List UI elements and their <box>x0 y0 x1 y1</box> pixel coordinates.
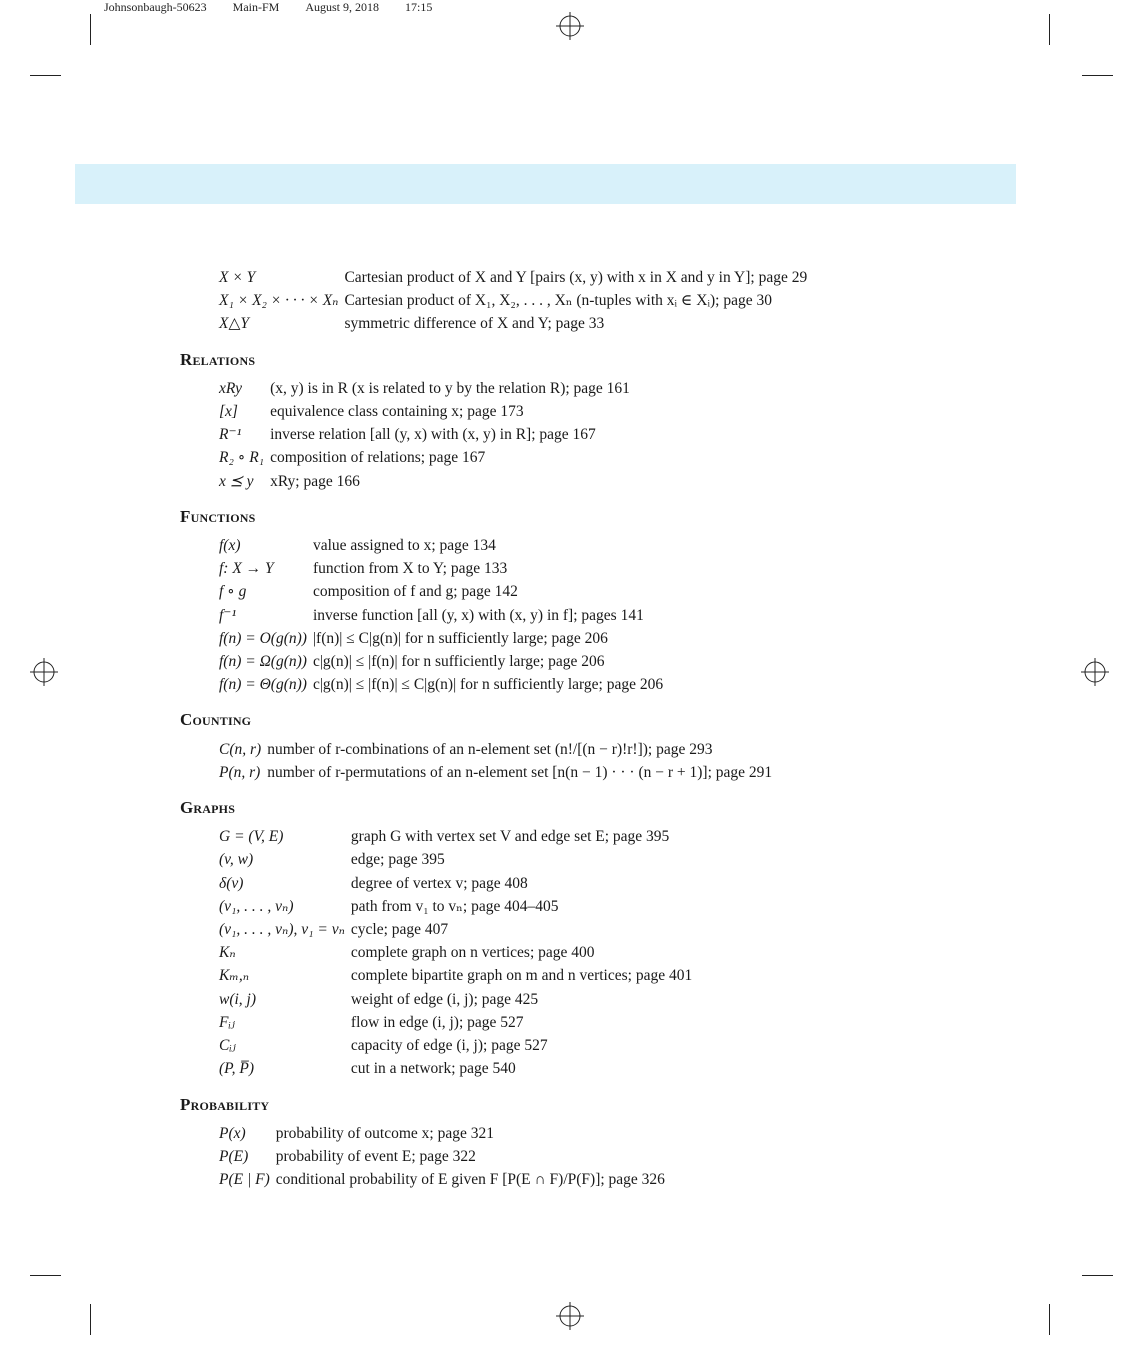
section-heading: Graphs <box>180 798 236 818</box>
notation-symbol: Kₘ,ₙ <box>219 967 250 985</box>
notation-description: probability of event E; page 322 <box>275 1147 476 1165</box>
header-section: Main-FM <box>232 0 280 14</box>
crop-mark <box>90 1304 91 1335</box>
notation-description: cycle; page 407 <box>350 921 449 939</box>
notation-symbol: f(n) = Θ(g(n)) <box>219 676 307 694</box>
print-header <box>104 0 432 14</box>
section-table <box>219 738 772 784</box>
notation-description: probability of outcome x; page 321 <box>275 1124 494 1142</box>
notation-symbol: w(i, j) <box>219 990 257 1008</box>
notation-row <box>219 988 692 1011</box>
notation-symbol: (P, P̅) <box>219 1060 255 1078</box>
notation-row <box>219 1011 692 1034</box>
notation-description: inverse function [all (y, x) with (x, y) in f]; pages 141 <box>312 606 644 624</box>
notation-row <box>219 918 692 941</box>
notation-symbol: Kₙ <box>219 944 236 962</box>
notation-description: number of r-combinations of an n-element set (n!/[(n − r)!r!]); page 293 <box>267 740 713 758</box>
notation-symbol: Cᵢⱼ <box>219 1037 236 1055</box>
notation-row <box>219 964 692 987</box>
notation-row <box>219 825 692 848</box>
notation-symbol: f⁻¹ <box>219 606 237 624</box>
notation-symbol: X△Y <box>219 315 250 333</box>
notation-row <box>219 1168 665 1191</box>
registration-mark-icon <box>556 1302 584 1330</box>
notation-row <box>219 673 663 696</box>
notation-row <box>219 627 663 650</box>
notation-symbol: R₂ ∘ R₁ <box>219 449 265 467</box>
notation-row <box>219 1057 692 1080</box>
notation-symbol: f(n) = Ω(g(n)) <box>219 653 307 671</box>
notation-row <box>219 604 663 627</box>
notation-row <box>219 941 692 964</box>
notation-row <box>219 738 772 761</box>
notation-row <box>219 580 663 603</box>
header-time: 17:15 <box>405 0 433 14</box>
notation-description: |f(n)| ≤ C|g(n)| for n sufficiently large; page 206 <box>312 629 608 647</box>
notation-symbol: (v, w) <box>219 851 254 869</box>
notation-symbol: xRy <box>219 379 242 397</box>
header-book: Johnsonbaugh-50623 <box>104 0 207 14</box>
crop-mark <box>1082 75 1113 76</box>
notation-row <box>219 895 692 918</box>
notation-row <box>219 1122 665 1145</box>
crop-mark <box>90 14 91 45</box>
notation-description: c|g(n)| ≤ |f(n)| ≤ C|g(n)| for n sufficiently large; page 206 <box>312 676 664 694</box>
notation-sections <box>180 348 1000 1192</box>
notation-description: capacity of edge (i, j); page 527 <box>350 1037 548 1055</box>
notation-symbol: C(n, r) <box>219 740 262 758</box>
notation-symbol: G = (V, E) <box>219 828 284 846</box>
registration-mark-icon <box>30 658 58 686</box>
notation-row <box>219 1034 692 1057</box>
header-band <box>75 164 1016 204</box>
notation-symbol: [x] <box>219 403 238 421</box>
crop-mark <box>30 1275 61 1276</box>
notation-description: composition of f and g; page 142 <box>312 583 518 601</box>
notation-description: complete graph on n vertices; page 400 <box>350 944 595 962</box>
notation-description: complete bipartite graph on m and n vertices; page 401 <box>350 967 693 985</box>
notation-symbol: R⁻¹ <box>219 426 242 444</box>
notation-row <box>219 446 630 469</box>
notation-description: graph G with vertex set V and edge set E; page 395 <box>350 828 670 846</box>
notation-row <box>219 266 807 289</box>
notation-row <box>219 470 630 493</box>
notation-description: edge; page 395 <box>350 851 445 869</box>
notation-description: value assigned to x; page 134 <box>312 537 496 555</box>
notation-row <box>219 761 772 784</box>
header-date: August 9, 2018 <box>305 0 380 14</box>
notation-symbol: P(E | F) <box>219 1171 270 1189</box>
notation-description: number of r-permutations of an n-element set [n(n − 1) · · · (n − r + 1)]; page 291 <box>267 763 773 781</box>
section-table <box>219 377 630 493</box>
notation-description: conditional probability of E given F [P(E ∩ F)/P(F)]; page 326 <box>275 1171 665 1189</box>
notation-description: inverse relation [all (y, x) with (x, y) in R]; page 167 <box>270 426 596 444</box>
notation-description: cut in a network; page 540 <box>350 1060 516 1078</box>
section-heading: Counting <box>180 710 252 730</box>
notation-description: weight of edge (i, j); page 425 <box>350 990 539 1008</box>
notation-symbol: P(E) <box>219 1147 249 1165</box>
notation-description: equivalence class containing x; page 173 <box>270 403 524 421</box>
notation-symbol: f: X → Y <box>219 560 274 578</box>
notation-description: c|g(n)| ≤ |f(n)| for n sufficiently large; page 206 <box>312 653 605 671</box>
notation-row <box>219 423 630 446</box>
sets-table <box>219 266 807 336</box>
notation-row <box>219 400 630 423</box>
notation-description: (x, y) is in R (x is related to y by the relation R); page 161 <box>270 379 630 397</box>
notation-description: flow in edge (i, j); page 527 <box>350 1013 524 1031</box>
notation-symbol: f(n) = O(g(n)) <box>219 629 307 647</box>
notation-row <box>219 1145 665 1168</box>
notation-description: Cartesian product of X and Y [pairs (x, y) with x in X and y in Y]; page 29 <box>344 269 808 286</box>
notation-symbol: X₁ × X₂ × · · · × Xₙ <box>219 292 339 310</box>
notation-symbol: f(x) <box>219 537 241 555</box>
notation-description: xRy; page 166 <box>270 472 360 490</box>
registration-mark-icon <box>556 12 584 40</box>
notation-description: degree of vertex v; page 408 <box>350 874 528 892</box>
notation-description: composition of relations; page 167 <box>270 449 486 467</box>
notation-symbol: x ⪯ y <box>219 472 254 490</box>
notation-symbol: f ∘ g <box>219 583 247 601</box>
section-heading: Probability <box>180 1094 270 1114</box>
notation-symbol: δ(v) <box>219 874 244 892</box>
notation-row <box>219 289 807 312</box>
notation-list <box>180 266 1000 1191</box>
section-heading: Functions <box>180 506 256 526</box>
notation-symbol: (v₁, . . . , vₙ) <box>219 897 294 915</box>
notation-symbol: P(n, r) <box>219 763 261 781</box>
crop-mark <box>1049 14 1050 45</box>
section-table <box>219 825 692 1080</box>
notation-row <box>219 377 630 400</box>
notation-row <box>219 650 663 673</box>
section-table <box>219 1122 665 1192</box>
notation-row <box>219 534 663 557</box>
notation-symbol: P(x) <box>219 1124 246 1142</box>
section-table <box>219 534 663 696</box>
notation-row <box>219 872 692 895</box>
notation-description: symmetric difference of X and Y; page 33 <box>344 315 605 333</box>
notation-row <box>219 848 692 871</box>
notation-row <box>219 312 807 335</box>
notation-description: path from v₁ to vₙ; page 404–405 <box>350 897 559 915</box>
registration-mark-icon <box>1081 658 1109 686</box>
notation-symbol: (v₁, . . . , vₙ), v₁ = vₙ <box>219 921 345 939</box>
notation-description: Cartesian product of X₁, X₂, . . . , Xₙ (n-tuples with xᵢ ∈ Xᵢ); page 30 <box>344 292 772 310</box>
notation-symbol: Fᵢⱼ <box>219 1013 236 1031</box>
notation-row <box>219 557 663 580</box>
crop-mark <box>1082 1275 1113 1276</box>
notation-description: function from X to Y; page 133 <box>312 560 508 578</box>
notation-symbol: X × Y <box>219 269 256 286</box>
crop-mark <box>30 75 61 76</box>
section-heading: Relations <box>180 349 256 369</box>
crop-mark <box>1049 1304 1050 1335</box>
